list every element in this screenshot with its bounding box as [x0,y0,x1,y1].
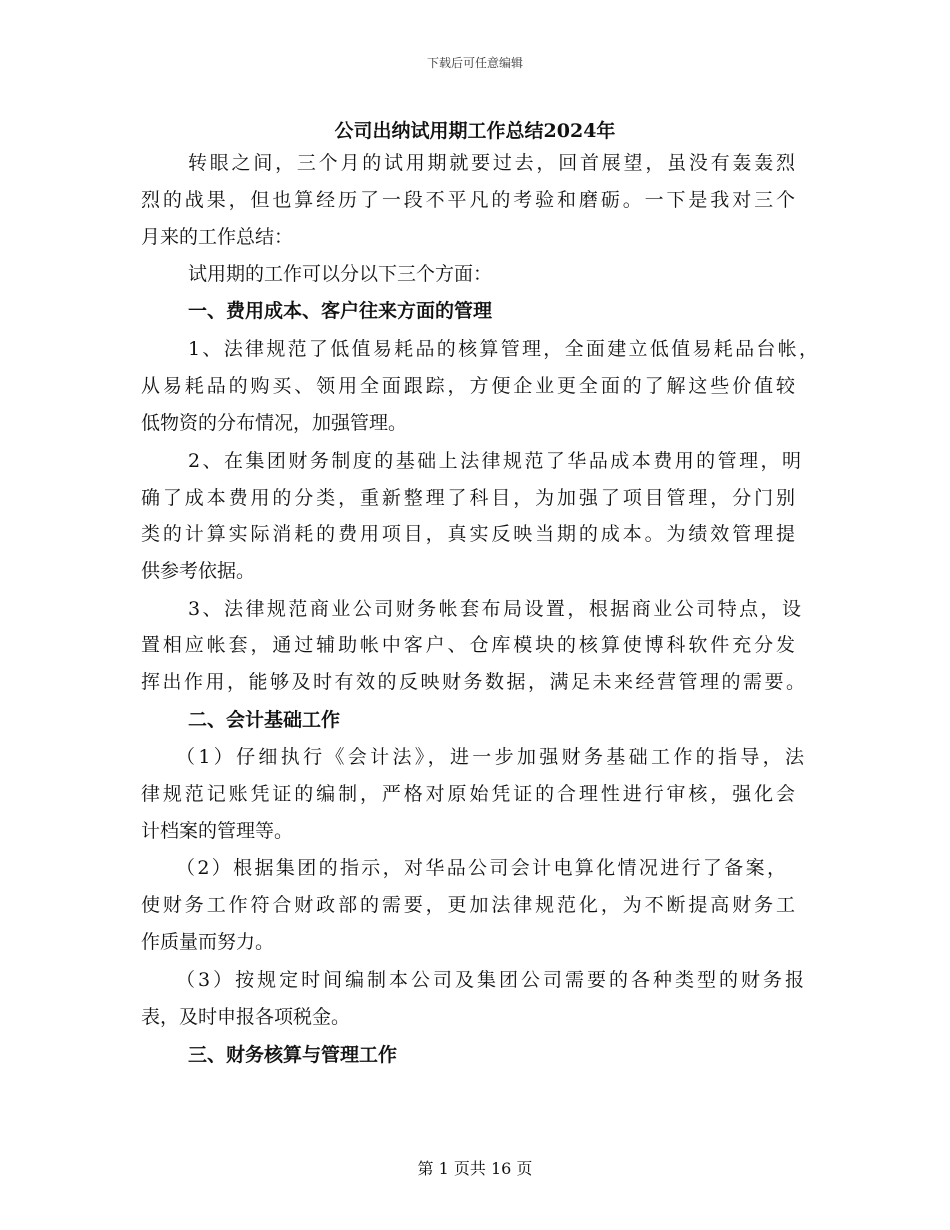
paragraph-line: 作质量而努力。 [141,931,275,953]
paragraph-line: 类的计算实际消耗的费用项目，真实反映当期的成本。为绩效管理提 [141,523,795,545]
paragraph-line: 置相应帐套，通过辅助帐中客户、仓库模块的核算使博科软件充分发 [141,634,795,656]
section-heading: 一、费用成本、客户往来方面的管理 [188,300,493,322]
paragraph-line: （3）按规定时间编制本公司及集团公司需要的各种类型的财务报 [176,969,804,991]
paragraph-line: 低物资的分布情况，加强管理。 [141,412,408,434]
document-title: 公司出纳试用期工作总结2024年 [334,120,616,142]
paragraph-line: （2）根据集团的指示，对华品公司会计电算化情况进行了备案， [176,857,786,879]
paragraph-line: 供参考依据。 [141,560,256,582]
page-footer: 第 1 页共 16 页 [417,1159,533,1178]
paragraph-line: 律规范记账凭证的编制，严格对原始凭证的合理性进行审核，强化会 [141,783,795,805]
section-heading: 二、会计基础工作 [188,709,341,731]
paragraph-line: 表，及时申报各项税金。 [141,1006,351,1028]
header-note: 下载后可任意编辑 [426,56,523,70]
paragraph-line: 烈的战果，但也算经历了一段不平凡的考验和磨砺。一下是我对三个 [141,189,795,211]
paragraph-line: 1、法律规范了低值易耗品的核算管理，全面建立低值易耗品台帐， [188,338,818,360]
paragraph-line: （1）仔细执行《会计法》，进一步加强财务基础工作的指导，法 [176,746,804,768]
paragraph-line: 从易耗品的购买、领用全面跟踪，方便企业更全面的了解这些价值较 [141,375,795,397]
paragraph-line: 2、在集团财务制度的基础上法律规范了华品成本费用的管理，明 [188,450,801,472]
paragraph-line: 月来的工作总结： [141,226,294,248]
paragraph-line: 确了成本费用的分类，重新整理了科目，为加强了项目管理，分门别 [141,487,795,509]
paragraph-line: 试用期的工作可以分以下三个方面： [188,263,493,285]
paragraph-line: 转眼之间，三个月的试用期就要过去，回首展望，虽没有轰轰烈 [188,152,795,174]
paragraph-line: 3、法律规范商业公司财务帐套布局设置，根据商业公司特点，设 [188,598,801,620]
paragraph-line: 计档案的管理等。 [141,820,294,842]
paragraph-line: 使财务工作符合财政部的需要，更加法律规范化，为不断提高财务工 [141,894,795,916]
section-heading: 三、财务核算与管理工作 [188,1044,398,1066]
paragraph-line: 挥出作用，能够及时有效的反映财务数据，满足未来经营管理的需要。 [141,671,805,693]
